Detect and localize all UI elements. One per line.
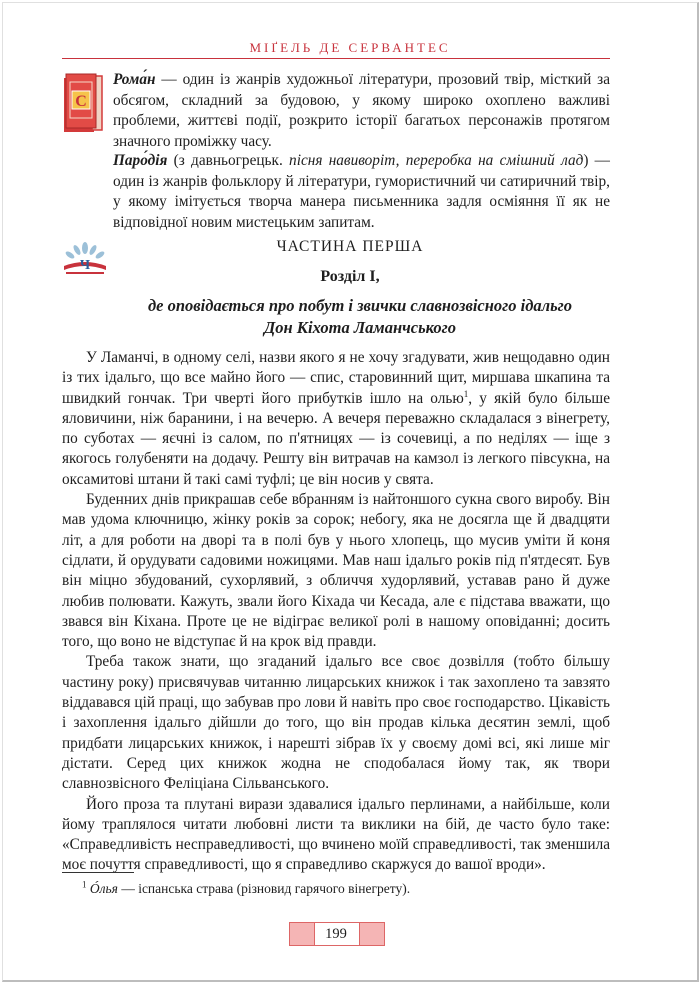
- paragraph-3: Треба також знати, що згаданий ідальго все своє дозвілля (тобто більшу частину року) присвячував читанню лицарських книжок і так захоплено та завзято віддавався цій праці, що забував про лови й навіть про своє господарство. Цікавість і захоплення ідальго дійшли до того, що він продав кілька десятин землі, щоб придбати лицарських книжок, і нарешті зібрав їх у своєму домі всі, які лише міг дістати. Серед цих книжок жодна не сподобалася йому так, як твори славнозвісного Феліціана Сільванського.: [62, 653, 610, 793]
- paragraph-4: Його проза та плутані вирази здавалися ідальго перлинами, а найбільше, коли йому траплялося читати любовні листи та виклики на бій, де часто було таке: «Справедливість несправедливості, що вчинено моїй справедливості, так зменшила моє почуття справедливості, що я справедливо скаржуся до вашої вроди».: [62, 795, 610, 874]
- chapter-icon-letter: Ч: [79, 258, 91, 273]
- term-roman: [113, 70, 610, 152]
- term-parodia-def-pre: (з давньогрецьк.: [167, 152, 290, 169]
- part-title: ЧАСТИНА ПЕРША: [276, 238, 424, 255]
- footnote-ref[interactable]: 1: [463, 388, 469, 399]
- term-roman-definition: — один із жанрів художньої літератури, прозовий твір, місткий за обсягом, складний за будовою, у якому широко охоплено важливі проблеми, життєві події, розкрито історії багатьох персонажів протягом значного проміжку часу.: [113, 71, 610, 150]
- chapter-subtitle: [80, 295, 640, 339]
- term-parodia: [113, 151, 610, 233]
- paragraph-2: Буденних днів прикрашав себе вбранням із найтоншого сукна свого виробу. Він мав удома ключницю, жінку років за сорок; небогу, яка не досягла ще й двадцяти літ, а для роботи на дворі та в полі був у нього хлопець, що мусив уміти й коня сідлати, й орудувати садовими ножицями. Мав наш ідальго років під п'ятдесят. Був він міцно збудований, сухорлявий, з обличчя худорлявий, уставав рано й дуже любив полювати. Кажуть, звали його Кіхада чи Кесада, але є підстава вважати, що звався він Кіхана. Проте це не відіграє великої ролі в нашому оповіданні; досить того, що воно не відступає й на крок від правди.: [62, 491, 610, 651]
- body-text: [62, 348, 610, 876]
- footnote: [82, 881, 602, 897]
- paragraph-1-part-a: У Ламанчі, в одному селі, назви якого я не хочу згадувати, жив нещодавно один із тих ідальго, що все майно його — спис, старовинний щит, миршава шкапина та швидкий гончак. Три чверті його прибутків ішло на олью: [62, 349, 610, 407]
- term-roman-word: Рома́н: [113, 71, 156, 88]
- page-number-left-box: [289, 922, 315, 946]
- book-icon: [62, 72, 106, 136]
- footnote-rule: [62, 872, 134, 873]
- running-title: МІҐЕЛЬ ДЕ СЕРВАНТЕС: [249, 40, 451, 55]
- term-parodia-word: Паро́дія: [113, 152, 168, 169]
- page-number-right-box: [359, 922, 385, 946]
- footnote-number: 1: [82, 879, 87, 890]
- term-parodia-def-italic: пісня навиворіт, переробка на смішний лад: [289, 152, 584, 169]
- footnote-word: Óлья: [89, 881, 118, 896]
- book-icon-letter: С: [75, 93, 87, 110]
- chapter-title: Розділ І,: [320, 268, 380, 285]
- paragraph-1: [62, 348, 610, 490]
- header-rule: [62, 58, 610, 59]
- paragraph-1-part-b: , у якій було більше яловичини, ніж баранини, і на вечерю. А вечеря переважно складалася з вінегрету, по суботах — яєчні із салом, по п'ятницях — із сочевиці, а по неділях — іще з якогось голубеняти на додачу. Решту він витрачав на камзол із легкого півсукна, на оксамитові штани й такі самі туфлі; це він носив у свята.: [62, 389, 610, 488]
- chapter-subtitle-line-2: Дон Кіхота Ламанчського: [263, 318, 456, 337]
- chapter-subtitle-line-1: де оповідається про побут і звички славнозвісного ідальго: [148, 296, 572, 315]
- footnote-text: — іспанська страва (різновид гарячого вінегрету).: [117, 881, 411, 896]
- term-parodia-def-post: ) — один із жанрів фольклору й літератури, гумористичний чи сатиричний твір, у якому імітується творча манера письменника задля осміяння її як не відповідної новим мистецьким запитам.: [113, 152, 610, 231]
- page-number: 199: [313, 922, 359, 946]
